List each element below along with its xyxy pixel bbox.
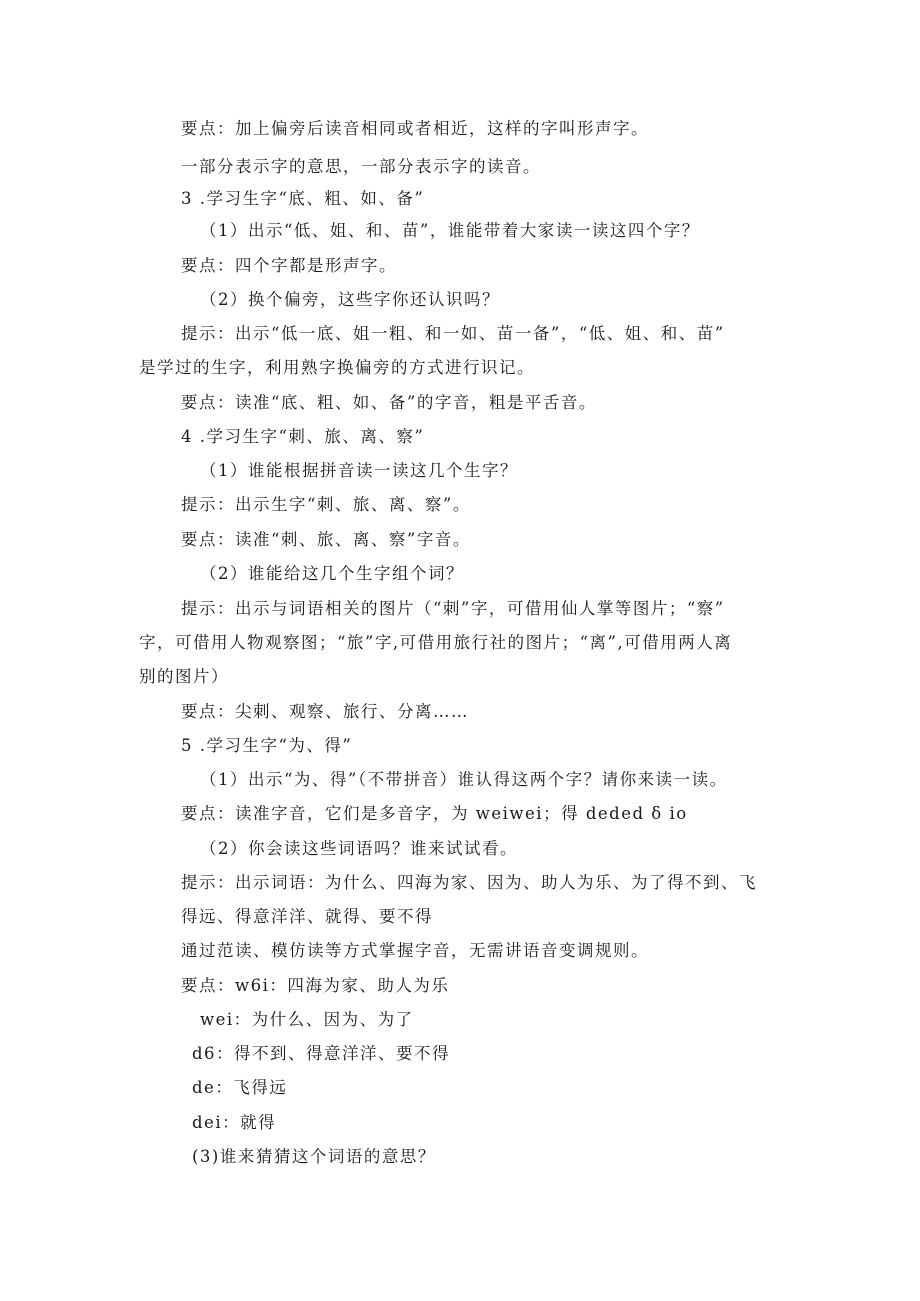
text-line: 要点：读准字音，它们是多音字，为 weiwei；得 deded δ io: [181, 804, 688, 823]
text-line: de：飞得远: [192, 1078, 288, 1097]
text-line: 要点：读准“底、粗、如、备”的字音，粗是平舌音。: [181, 393, 597, 412]
text-line: 提示：出示词语：为什么、四海为家、因为、助人为乐、为了得不到、飞: [181, 873, 757, 892]
text-line: （1）谁能根据拼音读一读这几个生字？: [200, 461, 518, 480]
text-line: （2）换个偏旁，这些字你还认识吗？: [200, 290, 500, 309]
text-line: 别的图片）: [139, 667, 229, 686]
text-line: 要点：读准“刺、旅、离、察”字音。: [181, 530, 471, 549]
text-line: 提示：出示与词语相关的图片（“刺”字，可借用仙人掌等图片；“察”: [181, 599, 725, 618]
text-line: 得远、得意洋洋、就得、要不得: [181, 907, 433, 926]
text-line: 提示：出示“低一底、姐一粗、和一如、苗一备”，“低、姐、和、苗”: [181, 324, 725, 343]
text-line: （2）谁能给这几个生字组个词？: [200, 564, 464, 583]
text-line: wei：为什么、因为、为了: [200, 1010, 414, 1029]
text-line: 要点：四个字都是形声字。: [181, 256, 397, 275]
section-heading: 4 .学习生字“刺、旅、离、察”: [181, 427, 425, 446]
text-line: 要点：w6i：四海为家、助人为乐: [181, 976, 450, 995]
text-line: 一部分表示字的意思，一部分表示字的读音。: [181, 157, 541, 176]
text-line: dei：就得: [192, 1113, 277, 1132]
text-line: （1）出示“低、姐、和、苗”，谁能带着大家读一读这四个字？: [200, 221, 700, 240]
text-line: 字，可借用人物观察图；“旅”字,可借用旅行社的图片；“离”,可借用两人离: [139, 633, 733, 652]
text-line: (3)谁来猜猜这个词语的意思？: [192, 1147, 436, 1166]
text-line: 提示：出示生字“刺、旅、离、察”。: [181, 495, 471, 514]
text-line: 是学过的生字，利用熟字换偏旁的方式进行识记。: [139, 358, 535, 377]
text-line: （2）你会读这些词语吗？谁来试试看。: [200, 839, 518, 858]
section-heading: 5 .学习生字“为、得”: [181, 736, 353, 755]
section-heading: 3 .学习生字“底、粗、如、备”: [181, 189, 425, 208]
text-line: 要点：加上偏旁后读音相同或者相近，这样的字叫形声字。: [181, 119, 649, 138]
text-line: d6：得不到、得意洋洋、要不得: [192, 1044, 451, 1063]
text-line: 通过范读、模仿读等方式掌握字音，无需讲语音变调规则。: [181, 941, 649, 960]
text-line: （1）出示“为、得”（不带拼音）谁认得这两个字？请你来读一读。: [200, 770, 728, 789]
text-line: 要点：尖刺、观察、旅行、分离……: [181, 702, 469, 721]
